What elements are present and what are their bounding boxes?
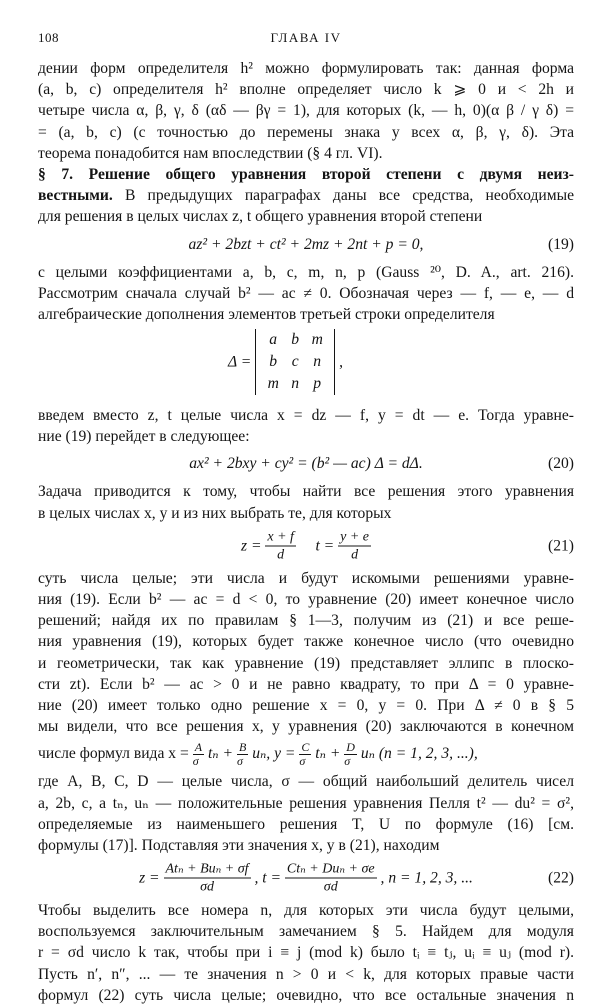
fraction [237,741,248,768]
text-line: ние (19) перейдет в следующее: [38,428,250,446]
text-line: формулы (17)]. Подставляя эти значения x, y в (21), находим [38,836,440,854]
matrix-cell: b [291,331,300,349]
text-line: Рассмотрим сначала случай b² — ac ≠ 0. Обозначая через — f, — e, — d [38,284,574,302]
text-line: воспользуемся заключительным замечанием § 5. Найдем для модуля [38,923,574,941]
formula-text: числе формул вида x = [38,745,189,763]
text-line: суть числа целые; эти числа и будут искомыми решениями уравне- [38,569,574,587]
determinant-matrix [255,329,335,395]
equation-expr: ax² + 2bxy + cy² = (b² — ac) Δ = dΔ. [189,455,423,473]
equation-20 [38,447,574,481]
text-line: a, 2b, c, а tₙ, uₙ — положительные решения уравнения Пелля t² — du² = σ², [38,794,574,812]
equation-expr: az² + 2bzt + ct² + 2mz + 2nt + p = 0, [188,235,424,253]
denominator: σ [192,754,199,769]
text-line: и геометрически, так как уравнение (19) представляет эллипс в плоско- [38,654,574,672]
fraction [338,528,371,563]
text-line: ние (20) имеет только одно решение x = 0, y = 0. При Δ ≠ 0 в § 5 [38,696,574,714]
matrix-cell: c [291,353,299,371]
text-line: дении форм определителя h² можно формулировать так: данная форма [38,60,574,77]
fraction [193,741,204,768]
determinant-block [38,325,574,405]
text-line: введем вместо z, t целые числа x = dz — f, y = dt — e. Тогда уравне- [38,407,574,425]
text-line [38,185,574,206]
text-line: с целыми коэффициентами a, b, c, m, n, p (Gauss ²⁰, D. A., art. 216). [38,263,574,281]
matrix-cell: m [311,331,323,349]
equation-number: (19) [548,235,574,253]
text-line: мы видели, что все решения x, y уравнения (20) заключаются в конечном [38,718,574,736]
section-heading [38,164,574,185]
matrix-cell: n [313,353,322,371]
determinant-label: Δ = [228,353,252,371]
formula-text: uₙ (n = 1, 2, 3, ...), [360,745,478,763]
text-line: теорема понадобится нам впоследствии (§ 4 гл. VI). [38,144,383,162]
text-line: (a, b, c) определителя h² вполне определяет число k ⩾ 0 и < 2h и [38,81,574,99]
fraction [344,741,357,768]
chapter-title: ГЛАВА IV [270,30,342,45]
page-number: 108 [38,30,59,45]
formula-text: tₙ + [207,745,234,763]
matrix-cell: p [313,375,322,393]
denominator: σd [323,879,338,895]
fraction [164,861,251,896]
equation-tail: , n = 1, 2, 3, ... [380,869,473,887]
text-line: Чтобы выделить все номера n, для которых эти числа будут целыми, [38,902,574,920]
text-line: решений; найдя их по правилам § 1—3, получим из (21) и все реше- [38,612,574,630]
text-line: алгебраические дополнения элементов третьей строки определителя [38,305,495,323]
formula-text: uₙ, y = [252,745,296,763]
equation-lhs: z = [240,537,262,555]
numerator: C [301,740,310,755]
text-line: ния (19). Если b² — ac = d < 0, то уравнение (20) имеет конечное число [38,591,574,608]
denominator: σd [200,879,214,895]
numerator: x + f [267,529,294,545]
equation-lhs: t = [315,537,335,555]
text-line: Пусть n′, n″, ... — те значения n > 0 и < k, для которых правые части [38,965,574,983]
text-line: сти zt). Если b² — ac > 0 и не равно квадрату, то при Δ = 0 уравне- [38,675,574,693]
section-text: В предыдущих параграфах даны все средства, необходимые [124,187,574,205]
numerator: D [346,740,355,755]
text-line: где A, B, C, D — целые числа, σ — общий наибольший делитель чисел [38,773,574,791]
denominator: σ [344,754,351,769]
text-line: определяемые из наименьшего решения T, U по формуле (16) [см. [38,815,574,833]
fraction [265,528,296,563]
page-header [38,30,574,48]
numerator: y + e [340,529,369,545]
section-title: § 7. Решение общего уравнения второй степени с двумя неиз- [38,165,574,183]
equation-number: (21) [548,537,574,555]
equation-lhs: , t = [254,869,281,887]
determinant-tail: , [339,353,344,371]
denominator: d [351,547,359,563]
text-line: в целых числах x, y и из них выбрать те, для которых [38,504,392,522]
equation-number: (22) [548,869,574,887]
text-line: четыре числа α, β, γ, δ (αδ — βγ = 1), для которых (k, — h, 0)(α β / γ δ) = [38,102,574,120]
formula-text: tₙ + [315,745,341,763]
formula-line [38,737,574,771]
text-line: = (a, b, c) (с точностью до перемены знака у всех α, β, γ, δ). Эта [38,123,574,141]
equation-number: (20) [548,455,574,473]
numerator: Ctₙ + Duₙ + σe [286,861,375,877]
section-title-cont: вестными. [38,187,113,205]
numerator: B [238,740,247,755]
text-line: ния уравнения (19), которых будет также конечное число (что очевидно [38,633,574,651]
text-line: Задача приводится к тому, чтобы найти все решения этого уравнения [38,483,574,501]
equation-19 [38,228,574,262]
matrix-cell: n [291,375,300,393]
equation-lhs: z = [139,869,160,887]
fraction [285,861,377,896]
equation-21 [38,524,574,568]
matrix-cell: b [269,353,278,371]
numerator: A [194,740,203,755]
equation-22 [38,856,574,900]
text-line: r = σd число k так, чтобы при i ≡ j (mod k) было tᵢ ≡ tⱼ, uᵢ ≡ uⱼ (mod r). [38,944,574,962]
fraction [299,741,311,768]
denominator: d [277,547,285,563]
matrix-cell: m [267,375,279,393]
denominator: σ [236,754,243,769]
text-line: формул (22) суть числа целые; очевидно, что все остальные значения n [38,986,574,1004]
numerator: Atₙ + Buₙ + σf [165,861,249,877]
denominator: σ [299,754,306,769]
matrix-cell: a [269,331,278,349]
text-line: для решения в целых числах z, t общего уравнения второй степени [38,208,483,226]
page-body [38,58,574,1006]
